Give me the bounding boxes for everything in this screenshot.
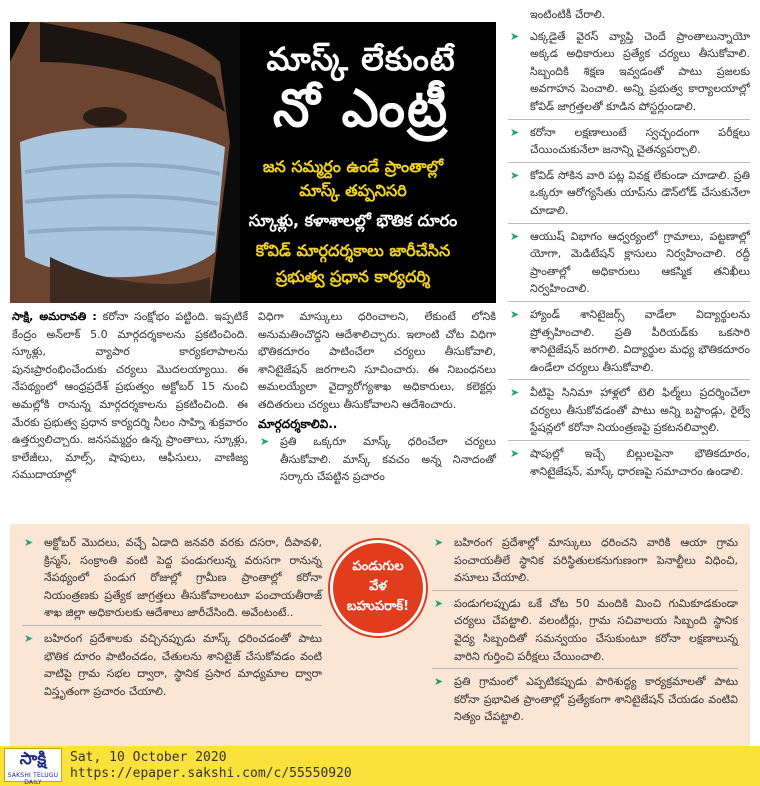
epaper-link[interactable]: https://epaper.sakshi.com/c/55550920 xyxy=(70,766,352,781)
headline-line-2: నో ఎంట్రీ xyxy=(272,78,450,139)
article-column-3 xyxy=(508,6,750,484)
subhead-mask-mandatory: మాస్క్ తప్పనిసరి xyxy=(299,181,407,200)
guideline-item-mask: ➤ ప్రతి ఒక్కరూ మాస్క్ ధరించేలా చర్యలు తీసుకోవాలి. మాస్క్ కవచం అన్న నినాదంతో సర్కారు చేపట్టిన ప్రచారం xyxy=(258,433,496,486)
article-body-2: విధిగా మాస్కులు ధరించాలని, లేకుంటే లోనికి అనుమతించొద్దని ఆదేశాలిచ్చారు. ఇలాంటి చోట విధిగా భౌతికదూరం పాటించేలా చర్యలు తీసుకోవాలి, శానిటైజేషన్ జరగాలని సూచించారు. ఈ నిబంధనలు అమలయ్యేలా వైద్యారోగ్యశాఖ అధికారులు, కలెక్టర్లు తదితరులు చర్యలు తీసుకోవాలని ఆదేశించారు. xyxy=(258,310,496,411)
badge-line-3: బహుపరాక్! xyxy=(346,599,410,614)
subhead-schools-distance: స్కూళ్లు, కళాశాలల్లో భౌతిక దూరం xyxy=(248,211,458,230)
headline-line-1: మాస్క్ లేకుంటే xyxy=(266,40,456,78)
guideline-item: ➤ వీటిపై సినిమా హాళ్లలో టెలి ఫిల్మ్‌లు ప్రదర్శించేలా చర్యలు తీసుకోవడంతో పాటు అన్ని బస్టాండ్లు, రైల్వే స్టేషన్లలో కరోనా నియంత్రణపై ప్రకటనలివ్వాలి. xyxy=(508,384,750,441)
logo-subtext: SAKSHI TELUGU DAILY xyxy=(7,772,59,786)
festival-left-list xyxy=(22,534,322,700)
article-column-1 xyxy=(12,308,248,484)
festival-left-column xyxy=(22,534,322,704)
edition-date: Sat, 10 October 2020 xyxy=(70,750,227,765)
festival-badge xyxy=(330,540,426,636)
guideline-item: ➤ కరోనా లక్షణాలుంటే స్వచ్ఛందంగా పరీక్షలు చేయించుకునేలా జనాన్ని చైతన్యపర్చాలి. xyxy=(508,124,750,163)
article-column-2 xyxy=(258,308,496,490)
footer-bar xyxy=(0,746,760,786)
festival-right-column xyxy=(432,534,738,730)
guidelines-heading: మార్గదర్శకాలివి.. xyxy=(258,416,338,431)
guideline-item: ➤ హ్యాండ్ శానిటైజర్స్ వాడేలా విద్యార్థులను ప్రోత్సహించాలి. ప్రతి పీరియడ్‌కు ఒకసారి శానిటైజేషన్ జరగాలి. విద్యార్థుల మధ్య భౌతికదూరం ఉండేలా చర్యలు తీసుకోవాలి. xyxy=(508,306,750,380)
article-paragraph-1 xyxy=(12,308,248,484)
guideline-item: ➤ ఎక్కడైతే వైరస్ వ్యాప్తి చెందే ప్రాంతాలున్నాయో అక్కడ అధికారులు ప్రత్యేక చర్యలు తీసుకోవాలి. సిబ్బందికి శిక్షణ ఇవ్వడంతో పాటు ప్రజలకు అవగాహన పెంచాలి. అన్ని ప్రభుత్వ కార్యాలయాల్లో కోవిడ్ జాగ్రత్తలతో కూడిన పోస్టర్లుండాలి. xyxy=(508,28,750,120)
subhead-chief-secretary: ప్రభుత్వ ప్రధాన కార్యదర్శి xyxy=(275,267,431,286)
festival-item: ➤ పండుగలప్పుడు ఒకే చోట 50 మందికి మించి గుమికూడకుండా చర్యలు చేపట్టాలి. వలంటీర్లు, గ్రామ సచివాలయ సిబ్బంది స్థానిక వైద్య సిబ్బందితో సమన్వయం చేసుకుంటూ కరోనా లక్షణాలున్న వారిని గుర్తించి పరీక్షలు చేయించాలి. xyxy=(432,595,738,669)
festival-item: ➤ అక్టోబర్ మొదలు, వచ్చే ఏడాది జనవరి వరకు దసరా, దీపావళి, క్రిస్మస్, సంక్రాంతి వంటి పెద్ద పండుగలున్న వరుసగా రానున్న నేపథ్యంలో పండుగ రోజుల్లో గ్రామీణ ప్రాంతాల్లో కరోనా నియంత్రణకు ప్రత్యేక జాగ్రత్తలు తీసుకోవాలంటూ పంచాయతీరాజ్ శాఖ జిల్లా అధికారులకు ఆదేశాలు జారీచేసింది. అవేంటంటే.. xyxy=(22,534,322,626)
festival-item: ➤ బహిరంగ ప్రదేశాలకు వచ్చినప్పుడు మాస్క్ ధరించడంతో పాటు భౌతిక దూరం పాటించడం, చేతులను శానిటైజ్ చేసుకోవడం వంటి వాటిపై గ్రామ సభల ద్వారా, స్థానిక ప్రసార మాధ్యమాల ద్వారా విస్తృతంగా ప్రచారం చేయాలి. xyxy=(22,630,322,700)
badge-line-2: వేళ xyxy=(369,579,387,594)
guideline-item: ➤ షాపుల్లో ఇచ్చే బిల్లులపైనా భౌతికదూరం, శానిటైజేషన్, మాస్క్ ధారణపై సమాచారం ఉండాలి. xyxy=(508,445,750,480)
masked-face-illustration xyxy=(10,22,240,303)
hero-image xyxy=(10,22,496,303)
sakshi-logo[interactable] xyxy=(4,748,62,786)
subhead-covid-guidelines: కోవిడ్ మార్గదర్శకాలు జారీచేసిన xyxy=(255,241,451,260)
guideline-item: ➤ కోవిడ్ సోకిన వారి పట్ల వివక్ష లేకుండా చూడాలి. ప్రతి ఒక్కరూ ఆరోగ్యసేతు యాప్‌ను డౌన్‌లోడ్ చేసుకునేలా చూడాలి. xyxy=(508,167,750,224)
byline: సాక్షి, అమరావతి : xyxy=(12,310,97,323)
guideline-continuation: ఇంటింటికీ చేరాలి. xyxy=(530,8,606,21)
festival-item: ➤ బహిరంగ ప్రదేశాల్లో మాస్కులు ధరించని వారికి ఆయా గ్రామ పంచాయతీలే స్థానిక పరిస్థితులకనుగుణంగా పెనాల్టీలు విధించి, వసూలు చేయాలి. xyxy=(432,534,738,591)
guideline-item: ➤ ఆయుష్ విభాగం ఆధ్వర్యంలో గ్రామాలు, పట్టణాల్లో యోగా, మెడిటేషన్ క్లాసులు నిర్వహించాలి. రద్దీ ప్రాంతాల్లో అధికారులు ఆకస్మిక తనిఖీలు నిర్వహించాలి. xyxy=(508,228,750,302)
guidelines-list xyxy=(508,28,750,481)
festival-right-list xyxy=(432,534,738,726)
logo-text: సాక్షి xyxy=(19,749,47,769)
subhead-crowded-places: జన సమ్మర్దం ఉండే ప్రాంతాల్లో xyxy=(262,157,444,176)
article-body-1: కరోనా సంక్షోభం పట్టింది. ఇప్పటికే కేంద్రం అన్‌లాక్ 5.0 మార్గదర్శకాలను ప్రకటించింది. స్కూళ్లు, వ్యాపార కార్యకలాపాలను పునఃప్రారంభించేందుకు చర్యలు మొదలయ్యాయి. ఈ నేపథ్యంలో ఆంధ్రప్రదేశ్ ప్రభుత్వం అక్టోబర్ 15 నుంచి అమల్లోకి రానున్న మార్గదర్శకాలను ప్రకటించింది. ఈ మేరకు ప్రభుత్వ ప్రధాన కార్యదర్శి నీలం సాహ్ని శుక్రవారం ఉత్తర్వులిచ్చారు. జనసమ్మర్దం ఉన్న ప్రాంతాలు, స్కూళ్లు, కాలేజీలు, మాల్స్, షాపులు, ఆఫీసులు, వాణిజ్య సముదాయాల్లో xyxy=(12,310,248,482)
festival-item: ➤ ప్రతి గ్రామంలో ఎప్పటికప్పుడు పారిశుద్ధ్య కార్యక్రమాలతో పాటు కరోనా ప్రభావిత ప్రాంతాల్లో ప్రత్యేకంగా శానిటైజేషన్ చేయడం వంటివి నిత్యం చేపట్టాలి. xyxy=(432,673,738,726)
badge-line-1: పండుగుల xyxy=(352,559,404,574)
guidelines-list-start xyxy=(258,433,496,486)
